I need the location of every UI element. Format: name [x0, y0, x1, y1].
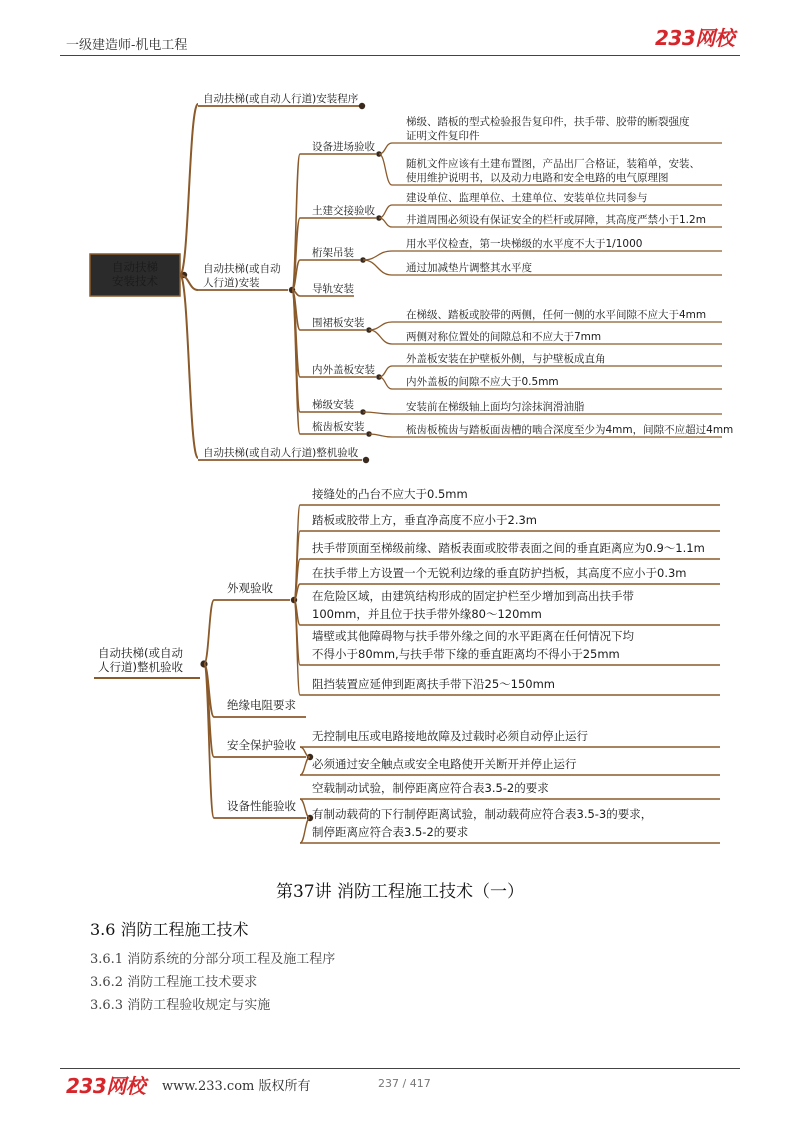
- acceptance-root-label: 自动扶梯(或自动人行道)整机验收: [98, 646, 183, 674]
- step-node-label: 桁架吊装: [312, 247, 354, 259]
- acceptance-item-label: 安全保护验收: [227, 738, 296, 752]
- acceptance-detail-text: 无控制电压或电路接地故障及过载时必须自动停止运行: [312, 729, 588, 743]
- branch-line: [300, 818, 310, 843]
- branch-line: [369, 322, 392, 330]
- install-node-label: 自动扶梯(或自动人行道)安装: [203, 263, 281, 289]
- root-node-label: 自动扶梯安装技术: [112, 260, 158, 288]
- accept-node-label: 自动扶梯(或自动人行道)整机验收: [203, 447, 359, 459]
- step-detail-text: 随机文件应该有土建布置图，产品出厂合格证，装箱单，安装、使用维护说明书，以及动力电路和安全电路的电气原理图: [406, 158, 700, 184]
- branch-line: [369, 330, 392, 344]
- acceptance-item-label: 外观验收: [227, 581, 273, 595]
- branch-dot: [359, 103, 365, 109]
- subsection-item: 3.6.3 消防工程验收规定与实施: [90, 998, 271, 1013]
- acceptance-detail-text: 阻挡装置应延伸到距离扶手带下沿25～150mm: [312, 677, 555, 691]
- section-title: 3.6 消防工程施工技术: [90, 920, 249, 939]
- acceptance-detail-text: 踏板或胶带上方，垂直净高度不应小于2.3m: [312, 513, 537, 527]
- subsection-item: 3.6.2 消防工程施工技术要求: [90, 975, 258, 990]
- step-node-label: 梳齿板安装: [312, 421, 365, 433]
- step-detail-text: 两侧对称位置处的间隙总和不应大于7mm: [406, 331, 602, 343]
- step-detail-text: 梯级、踏板的型式检验报告复印件，扶手带、胶带的断裂强度证明文件复印件: [406, 116, 690, 142]
- step-node-label: 内外盖板安装: [312, 364, 375, 376]
- acceptance-detail-text: 有制动载荷的下行制停距离试验，制动载荷应符合表3.5-3的要求，制停距离应符合表3.5-2的要求: [312, 807, 653, 839]
- step-detail-text: 安装前在梯级轴上面均匀涂抹润滑油脂: [406, 401, 585, 413]
- step-detail-text: 用水平仪检查，第一块梯级的水平度不大于1/1000: [406, 238, 643, 250]
- branch-line: [363, 260, 392, 275]
- footer-divider: [60, 1068, 740, 1069]
- footer-copyright: www.233.com 版权所有: [162, 1079, 311, 1094]
- step-detail-text: 梳齿板梳齿与踏板面齿槽的啮合深度至少为4mm，间隙不应超过4mm: [406, 424, 734, 436]
- step-node-label: 设备进场验收: [312, 141, 375, 153]
- step-node-label: 梯级安装: [312, 399, 354, 411]
- subsection-item: 3.6.1 消防系统的分部分项工程及施工程序: [90, 952, 336, 967]
- step-detail-text: 通过加减垫片调整其水平度: [406, 262, 532, 274]
- acceptance-detail-text: 扶手带顶面至梯级前缘、踏板表面或胶带表面之间的垂直距离应为0.9～1.1m: [312, 541, 705, 555]
- step-node-label: 导轨安装: [312, 283, 354, 295]
- branch-line: [180, 275, 198, 458]
- header-title: 一级建造师-机电工程: [66, 38, 188, 53]
- branch-line: [204, 600, 214, 664]
- branch-line: [369, 434, 392, 437]
- footer-logo: 233网校: [66, 1074, 146, 1098]
- program-node-label: 自动扶梯(或自动人行道)安装程序: [203, 93, 359, 105]
- branch-line: [363, 251, 392, 260]
- acceptance-detail-text: 必须通过安全触点或安全电路使开关断开并停止运行: [312, 757, 577, 771]
- branch-dot: [363, 457, 369, 463]
- branch-line: [180, 104, 198, 275]
- step-detail-text: 井道周围必须设有保证安全的栏杆或屏障，其高度严禁小于1.2m: [406, 214, 706, 226]
- header-logo: 233网校: [655, 26, 735, 50]
- step-detail-text: 外盖板安装在护壁板外侧，与护壁板成直角: [406, 353, 606, 365]
- acceptance-item-label: 设备性能验收: [227, 799, 296, 813]
- lecture-heading: 第37讲 消防工程施工技术（一）: [275, 882, 525, 902]
- acceptance-detail-text: 墙壁或其他障碍物与扶手带外缘之间的水平距离在任何情况下均不得小于80mm,与扶手带下缘的垂直距离均不得小于25mm: [312, 629, 634, 661]
- step-detail-text: 内外盖板的间隙不应大于0.5mm: [406, 376, 559, 388]
- step-node-label: 围裙板安装: [312, 317, 365, 329]
- acceptance-detail-text: 在扶手带上方设置一个无锐利边缘的垂直防护挡板，其高度不应小于0.3m: [312, 566, 687, 580]
- acceptance-detail-text: 接缝处的凸台不应大于0.5mm: [312, 487, 468, 501]
- acceptance-item-label: 绝缘电阻要求: [227, 698, 296, 712]
- branch-line: [379, 154, 392, 185]
- branch-line: [363, 412, 392, 414]
- step-detail-text: 建设单位、监理单位、土建单位、安装单位共同参与: [406, 192, 648, 204]
- step-detail-text: 在梯级、踏板或胶带的两侧，任何一侧的水平间隙不应大于4mm: [406, 309, 707, 321]
- step-node-label: 土建交接验收: [312, 205, 375, 217]
- branch-line: [300, 799, 310, 818]
- acceptance-detail-text: 空载制动试验，制停距离应符合表3.5-2的要求: [312, 781, 549, 795]
- page-number: 237 / 417: [378, 1077, 431, 1090]
- acceptance-detail-text: 在危险区域，由建筑结构形成的固定护栏至少增加到高出扶手带 100mm，并且位于扶手带外缘80～120mm: [312, 589, 634, 621]
